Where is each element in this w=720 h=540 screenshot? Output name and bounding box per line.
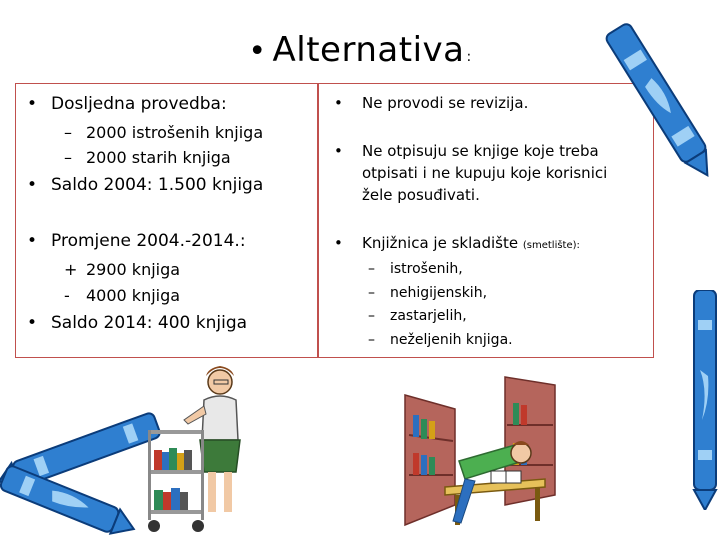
right-item-1 — [334, 94, 528, 112]
left-item-4-text: Saldo 2014: 400 knjiga — [51, 313, 248, 333]
right-item-2 — [334, 142, 599, 160]
dash: – — [64, 148, 72, 167]
left-subitem-2 — [64, 148, 231, 167]
left-subitem-4 — [64, 286, 180, 305]
right-item-3-small: (smetlište): — [522, 240, 580, 251]
left-subitem-1-text: 2000 istrošenih knjiga — [86, 123, 264, 142]
librarian-cart-icon — [140, 360, 250, 540]
right-subitem-1 — [368, 261, 463, 277]
right-item-2-cont-2 — [362, 186, 480, 204]
bullet: • — [334, 234, 343, 252]
crayon-icon — [596, 0, 720, 205]
bullet: • — [27, 175, 38, 195]
left-subitem-4-text: 4000 knjiga — [86, 286, 181, 305]
title-text: Alternativa — [272, 30, 465, 70]
left-subitem-3-text: 2900 knjiga — [86, 260, 181, 279]
left-item-2-text: Saldo 2004: 1.500 knjiga — [51, 175, 264, 195]
left-subitem-3 — [64, 260, 180, 279]
left-item-3 — [27, 231, 246, 251]
right-subitem-2-text: nehigijenskih, — [390, 285, 488, 301]
bullet: • — [27, 94, 38, 114]
sleeping-reader-icon — [395, 375, 580, 530]
title-bullet: • — [248, 34, 267, 69]
right-item-2-line-1: Ne otpisuju se knjige koje treba — [362, 142, 599, 160]
left-subitem-1 — [64, 123, 263, 142]
right-subitem-2 — [368, 285, 487, 301]
dash: – — [64, 123, 72, 142]
right-item-2-cont — [362, 164, 607, 182]
right-item-3-text: Knjižnica je skladište — [362, 234, 519, 252]
right-subitem-4 — [368, 332, 513, 348]
bullet: • — [334, 142, 343, 160]
right-item-2-line-3: žele posuđivati. — [362, 186, 480, 204]
crayon-icon — [690, 290, 720, 510]
left-item-4 — [27, 313, 247, 333]
dash: – — [368, 308, 375, 324]
bullet: • — [27, 231, 38, 251]
right-item-3 — [334, 234, 580, 252]
right-item-2-line-2: otpisati i ne kupuju koje korisnici — [362, 164, 608, 182]
left-item-1-text: Dosljedna provedba: — [51, 94, 227, 114]
left-item-1 — [27, 94, 227, 114]
right-subitem-1-text: istrošenih, — [390, 261, 463, 277]
bullet: • — [334, 94, 343, 112]
left-subitem-2-text: 2000 starih knjiga — [86, 148, 231, 167]
right-item-1-text: Ne provodi se revizija. — [362, 94, 529, 112]
right-subitem-4-text: neželjenih knjiga. — [390, 332, 513, 348]
minus: - — [64, 286, 70, 305]
dash: – — [368, 332, 375, 348]
right-subitem-3 — [368, 308, 467, 324]
left-item-2 — [27, 175, 263, 195]
bullet: • — [27, 313, 38, 333]
title-suffix: : — [466, 49, 472, 65]
left-item-3-text: Promjene 2004.-2014.: — [51, 231, 246, 251]
right-subitem-3-text: zastarjelih, — [390, 308, 467, 324]
dash: – — [368, 285, 375, 301]
dash: – — [368, 261, 375, 277]
plus: + — [64, 260, 78, 279]
